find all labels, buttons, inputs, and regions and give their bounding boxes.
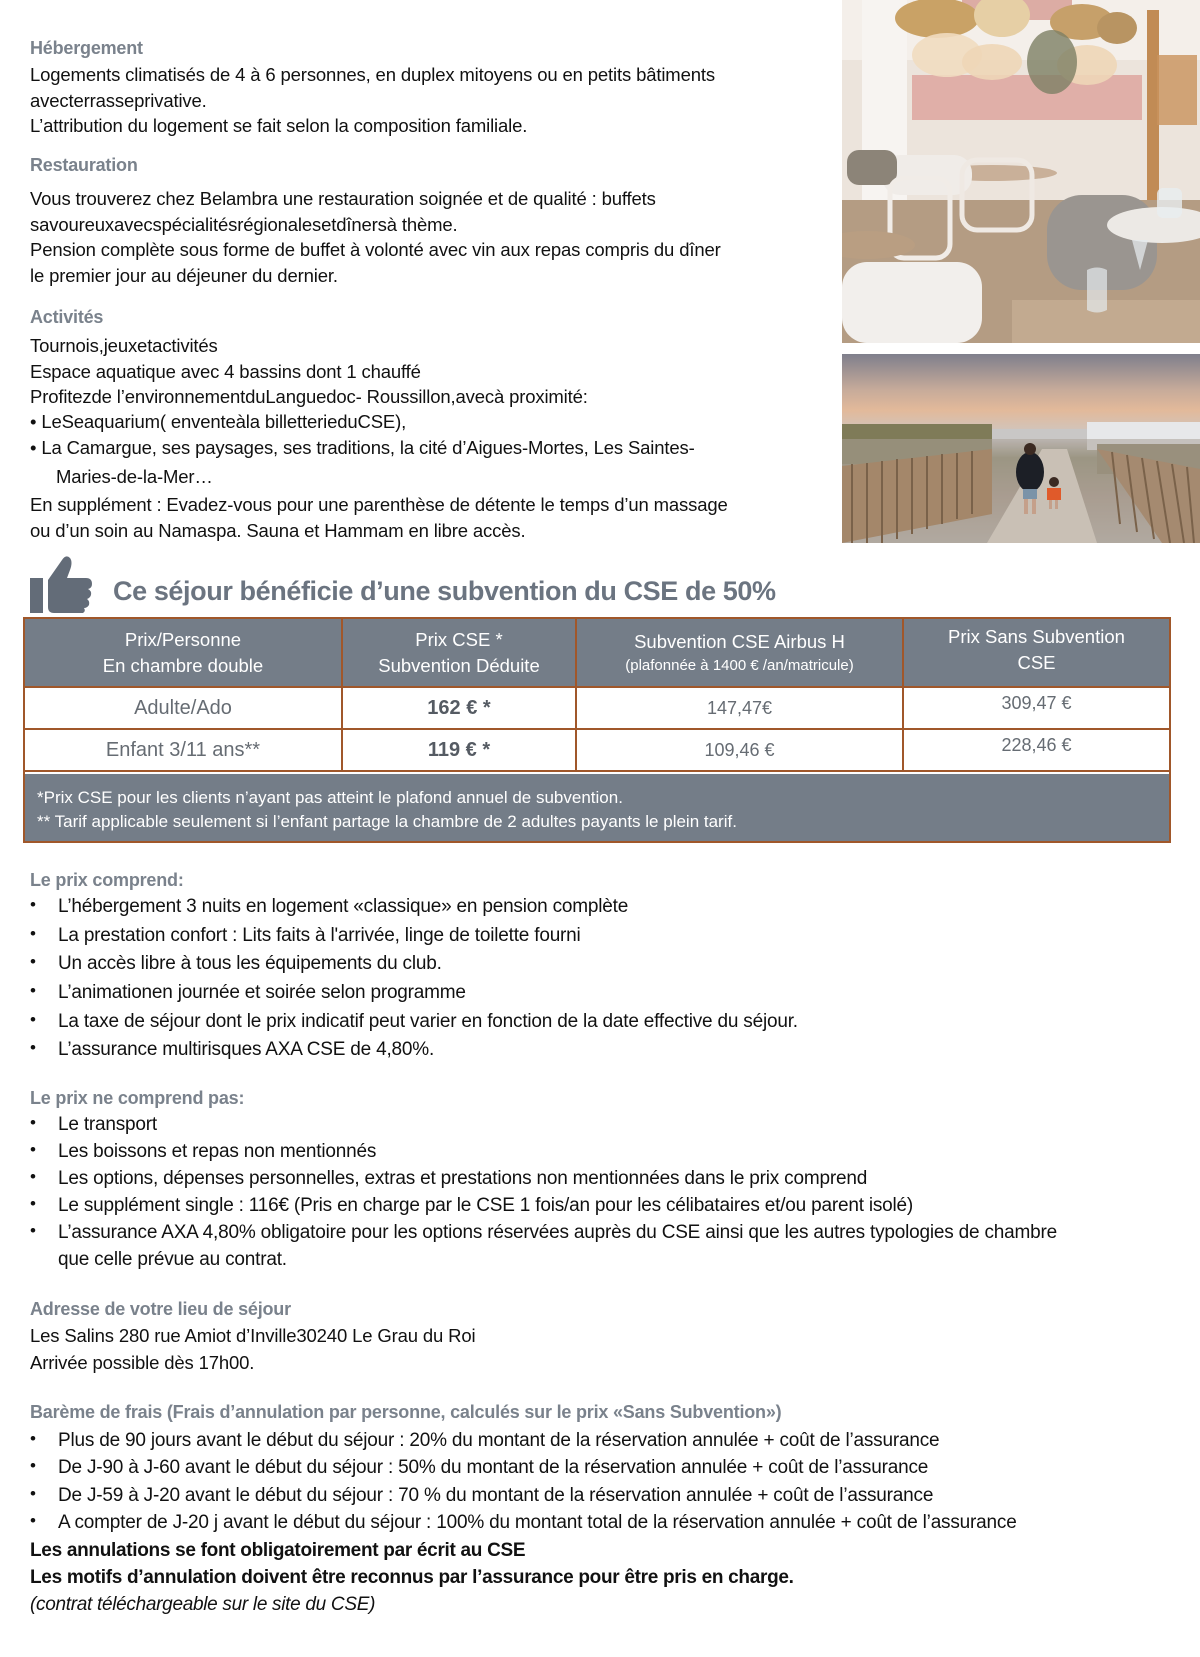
thumbs-up-icon	[30, 554, 94, 614]
list-item-text: Le transport	[58, 1114, 157, 1135]
table-cell-prix-sans: 228,46 €	[1001, 734, 1072, 755]
header-cell-prix-sans-subvention	[904, 616, 1169, 683]
activites-line: Espace aquatique avec 4 bassins dont 1 chauffé	[30, 361, 421, 382]
activites-extra-line: ou d’un soin au Namaspa. Sauna et Hammam en libre accès.	[30, 520, 526, 541]
arrival-time: Arrivée possible dès 17h00.	[30, 1352, 255, 1373]
activites-extra-line: En supplément : Evadez-vous pour une parenthèse de détente le temps d’un massage	[30, 494, 728, 515]
section-title-hebergement: Hébergement	[30, 38, 143, 58]
restaurant-illustration	[842, 0, 1200, 343]
list-item-text: Les options, dépenses personnelles, extras et prestations non mentionnées dans le prix comprend	[58, 1168, 868, 1189]
contract-note: (contrat téléchargeable sur le site du CSE)	[30, 1594, 376, 1615]
activites-bullet: • La Camargue, ses paysages, ses traditions, la cité d’Aigues-Mortes, Les Saintes-	[30, 437, 695, 458]
header-line: En chambre double	[102, 654, 264, 676]
bullet-icon: •	[30, 1167, 36, 1186]
hebergement-line: L’attribution du logement se fait selon la composition familiale.	[30, 115, 528, 136]
restauration-line: Pension complète sous forme de buffet à volonté avec vin aux repas compris du dîner	[30, 239, 721, 260]
table-cell-prix-cse: 162 € *	[427, 696, 491, 719]
bullet-icon: •	[30, 1511, 36, 1530]
section-title-prix-comprend: Le prix comprend:	[30, 870, 184, 890]
list-item-text: Les boissons et repas non mentionnés	[58, 1141, 377, 1162]
header-line-small: (plafonnée à 1400 € /an/matricule)	[625, 656, 854, 674]
table-footnotes	[25, 774, 1169, 841]
restauration-line: savoureuxavecspécialitésrégionalesetdînersà thème.	[30, 214, 458, 235]
table-cell-subvention: 147,47€	[706, 697, 773, 718]
header-line: Prix CSE *	[415, 628, 503, 650]
table-cell-category: Enfant 3/11 ans**	[105, 738, 261, 761]
header-line: Prix Sans Subvention	[948, 625, 1125, 647]
list-item-text: L’animationen journée et soirée selon programme	[58, 982, 466, 1003]
subvention-banner-title: Ce séjour bénéficie d’une subvention du CSE de 50%	[113, 576, 776, 606]
list-item-text: L’assurance multirisques AXA CSE de 4,80%.	[58, 1039, 435, 1060]
bullet-icon: •	[30, 1010, 36, 1029]
footnote: ** Tarif applicable seulement si l’enfant partage la chambre de 2 adultes payants le plein tarif.	[37, 812, 737, 831]
bullet-icon: •	[30, 1484, 36, 1503]
list-item-text: Le supplément single : 116€ (Pris en charge par le CSE 1 fois/an pour les célibataires et/ou parent isolé)	[58, 1195, 914, 1216]
table-divider	[25, 770, 1169, 772]
bullet-icon: •	[30, 1456, 36, 1475]
list-item-text: Plus de 90 jours avant le début du séjour : 20% du montant de la réservation annulée + coût de l’assurance	[58, 1430, 940, 1451]
bullet-icon: •	[30, 1194, 36, 1213]
section-title-restauration: Restauration	[30, 155, 138, 175]
header-cell-subvention	[577, 619, 902, 686]
table-cell-prix-sans: 309,47 €	[1001, 692, 1072, 713]
activites-bullet-continuation: Maries-de-la-Mer…	[56, 466, 213, 487]
list-item-text: L’hébergement 3 nuits en logement «classique» en pension complète	[58, 896, 629, 917]
beach-photo	[842, 354, 1200, 543]
header-line: Prix/Personne	[124, 628, 242, 650]
bullet-icon: •	[30, 1038, 36, 1057]
beach-illustration	[842, 354, 1200, 543]
bullet-icon: •	[30, 895, 36, 914]
list-item-text: De J-90 à J-60 avant le début du séjour : 50% du montant de la réservation annulée + coût de l’assurance	[58, 1457, 929, 1478]
header-cell-prix-personne	[25, 619, 341, 686]
table-cell-category: Adulte/Ado	[134, 696, 232, 719]
list-item-text: Un accès libre à tous les équipements du club.	[58, 953, 442, 974]
section-title-adresse: Adresse de votre lieu de séjour	[30, 1299, 291, 1319]
table-cell-subvention: 109,46 €	[704, 739, 775, 760]
price-table	[23, 617, 1171, 843]
bullet-icon: •	[30, 1429, 36, 1448]
bullet-icon: •	[30, 1221, 36, 1240]
table-cell-prix-cse: 119 € *	[427, 738, 491, 761]
list-item-text: A compter de J-20 j avant le début du séjour : 100% du montant total de la réservation annulée + coût de l’assurance	[58, 1512, 1017, 1533]
activites-line: Profitezde l’environnementduLanguedoc- Roussillon,avecà proximité:	[30, 386, 588, 407]
header-line: Subvention CSE Airbus H	[634, 630, 845, 652]
header-line: CSE	[1017, 651, 1056, 673]
bullet-icon: •	[30, 1113, 36, 1132]
footnote: *Prix CSE pour les clients n’ayant pas atteint le plafond annuel de subvention.	[37, 788, 623, 807]
list-item-text: De J-59 à J-20 avant le début du séjour : 70 % du montant de la réservation annulée + coût de l’assurance	[58, 1485, 934, 1506]
activites-bullet: • LeSeaquarium( enventeàla billetterieduCSE),	[30, 411, 407, 432]
list-item-text: que celle prévue au contrat.	[58, 1249, 287, 1270]
bullet-icon: •	[30, 981, 36, 1000]
list-item-text: L’assurance AXA 4,80% obligatoire pour les options réservées auprès du CSE ainsi que les autres typologies de chambre	[58, 1222, 1057, 1243]
restaurant-photo	[842, 0, 1200, 343]
adresse-line: Les Salins 280 rue Amiot d’Inville30240 Le Grau du Roi	[30, 1325, 476, 1346]
header-line: Subvention Déduite	[378, 654, 540, 676]
section-title-activites: Activités	[30, 307, 104, 327]
section-title-bareme: Barème de frais (Frais d’annulation par personne, calculés sur le prix «Sans Subvention»)	[30, 1402, 782, 1422]
hebergement-line: avecterrasseprivative.	[30, 90, 207, 111]
list-item-text: La taxe de séjour dont le prix indicatif peut varier en fonction de la date effective du séjour.	[58, 1011, 798, 1032]
bullet-icon: •	[30, 1140, 36, 1159]
bullet-icon: •	[30, 952, 36, 971]
list-item-text: La prestation confort : Lits faits à l'arrivée, linge de toilette fourni	[58, 925, 581, 946]
cancellation-notice: Les motifs d’annulation doivent être reconnus par l’assurance pour être pris en charge.	[30, 1567, 794, 1588]
header-cell-prix-cse	[343, 619, 575, 686]
restauration-line: le premier jour au déjeuner du dernier.	[30, 265, 338, 286]
restauration-line: Vous trouverez chez Belambra une restauration soignée et de qualité : buffets	[30, 188, 656, 209]
bullet-icon: •	[30, 924, 36, 943]
section-title-prix-ne-comprend-pas: Le prix ne comprend pas:	[30, 1088, 245, 1108]
activites-line: Tournois,jeuxetactivités	[30, 335, 218, 356]
cancellation-notice: Les annulations se font obligatoirement par écrit au CSE	[30, 1540, 526, 1561]
hebergement-line: Logements climatisés de 4 à 6 personnes, en duplex mitoyens ou en petits bâtiments	[30, 64, 715, 85]
